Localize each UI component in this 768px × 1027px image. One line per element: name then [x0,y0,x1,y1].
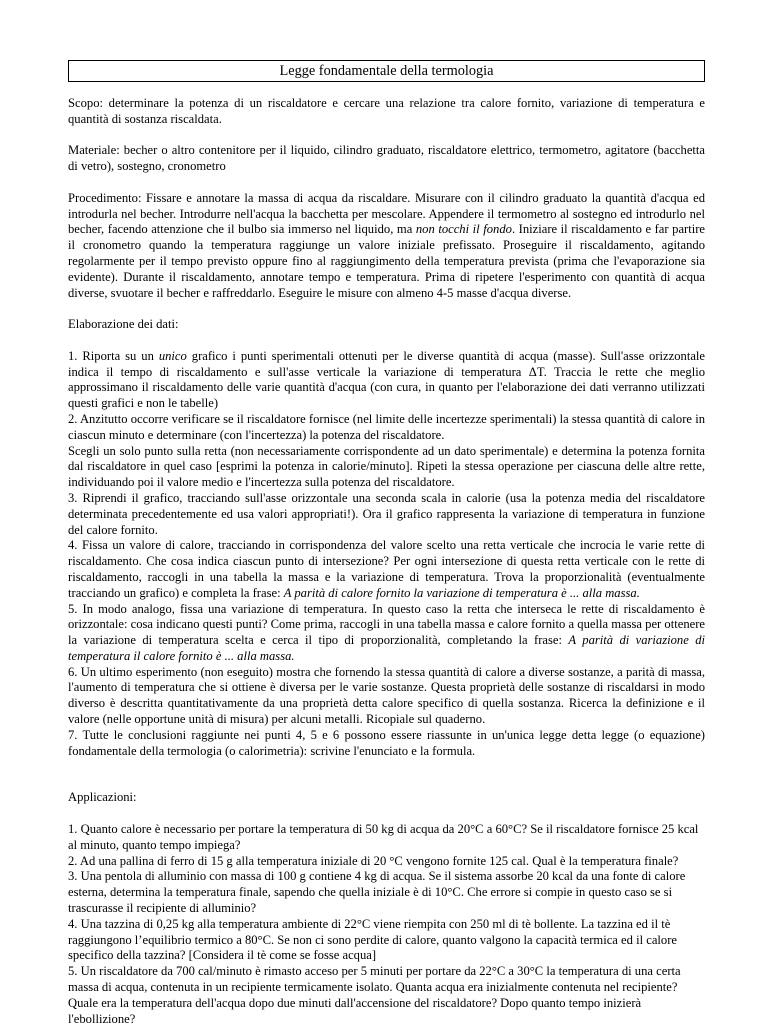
elaborazione-item-1 [68,349,705,412]
procedimento-italic: non tocchi il fondo [415,222,512,237]
elaborazione-item-4 [68,538,705,601]
elaborazione-heading: Elaborazione dei dati: [68,317,179,332]
elaborazione-item-2b: Scegli un solo punto sulla retta (non necessariamente corrispondente ad un dato sperimentale) e determina la potenza fornita dal riscaldatore in quel caso [esprimi la potenza in calorie/minuto]. Ripeti la stessa operazione per ciascuna delle altre rette, individuando poi il valore medio e l'incertezza sulla potenza del riscaldatore. [68,443,705,490]
elaborazione-item-3: 3. Riprendi il grafico, tracciando sull'asse orizzontale una seconda scala in calorie (usa la potenza media del riscaldatore determinata precedentemente ed usa valori appropriati!). Ora il grafico rappresenta la variazione di temperatura in funzione del calore fornito. [68,490,705,537]
applicazioni-item-4: 4. Una tazzina di 0,25 kg alla temperatura ambiente di 22°C viene riempita con 250 ml di tè bollente. La tazzina ed il tè raggiungono l’equilibrio termico a 80°C. Se non ci sono perdite di calore, quanto valgono la capacità termica ed il calore specifico della tazzina? [Considera il tè come se fosse acqua] [68,916,677,963]
procedimento-text-b: . Iniziare il riscaldamento e far partire il cronometro quando la temperatura raggiunge un valore iniziale prefissato. Proseguire il riscaldamento, agitando regolarmente per il tempo previsto oppure fino al raggiungimento della temperatura prevista (prima che l'evaporazione sia evidente). Durante il riscaldamento, annotare tempo e temperatura. Prima di ripetere l'esperimento con quantità di acqua diverse, svuotare il becher e raffreddarlo. Eseguire le misure con almeno 4-5 masse d'acqua diverse. [68,222,706,300]
document-page [68,0,705,1027]
applicazioni-item-3: 3. Una pentola di alluminio con massa di 100 g contiene 4 kg di acqua. Se il sistema assorbe 20 kcal da una fonte di calore esterna, determina la temperatura finale, sapendo che quella iniziale è di 10°C. Che errore si compie in questo caso se si trascurasse il recipiente di alluminio? [68,869,686,916]
applicazioni-heading: Applicazioni: [68,790,137,805]
elaborazione-item-2: 2. Anzitutto occorre verificare se il riscaldatore fornisce (nel limite delle incertezze sperimentali) la stessa quantità di calore in ciascun minuto e determinare (con l'incertezza) la potenza del riscaldatore. [68,411,705,442]
item-1-italic: unico [158,348,187,363]
item-1-text-a: 1. Riporta su un [68,348,159,363]
document-title: Legge fondamentale della termologia [68,60,705,82]
scopo-paragraph: Scopo: determinare la potenza di un riscaldatore e cercare una relazione tra calore fornito, variazione di temperatura e quantità di sostanza riscaldata. [68,96,705,126]
item-5-italic: A parità di variazione di temperatura il calore fornito è ... alla massa. [68,633,706,663]
elaborazione-item-5 [68,602,705,665]
procedimento-text-a: Procedimento: Fissare e annotare la massa di acqua da riscaldare. Misurare con il cilindro graduato la quantità d'acqua ed introdurla nel becher. Introdurre nell'acqua la bacchetta per mescolare. Appendere il termometro al sostegno ed introdurlo nel becher, facendo attenzione che il bulbo sia immerso nel liquido, ma [68,190,705,237]
item-5-text: 5. In modo analogo, fissa una variazione di temperatura. In questo caso la retta che interseca le rette di riscaldamento è orizzontale: cosa indicano questi punti? Come prima, raccogli in una tabella massa e calore fornito a quella massa per ottenere la variazione di temperatura scelta e cerca il tipo di proporzionalità, completando la frase: [68,601,705,648]
item-1-text-b: grafico i punti sperimentali ottenuti per le diverse quantità di acqua (masse). Sull'asse orizzontale indica il tempo di riscaldamento e sull'asse verticale la variazione di temperatura ΔT. Traccia le rette che meglio approssimano il riscaldamento delle varie quantità d'acqua (con cura, in quanto per l'elaborazione dei dati verranno utilizzati questi grafici e non le tabelle) [68,348,705,411]
applicazioni-item-1: 1. Quanto calore è necessario per portare la temperatura di 50 kg di acqua da 20°C a 60°C? Se il riscaldatore fornisce 25 kcal al minuto, quanto tempo impiega? [68,822,699,852]
elaborazione-item-7: 7. Tutte le conclusioni raggiunte nei punti 4, 5 e 6 possono essere riassunte in un'unica legge detta legge (o equazione) fondamentale della termologia (o calorimetria): scrivine l'enunciato e la formula. [68,727,705,758]
item-4-italic: A parità di calore fornito la variazione di temperatura è ... alla massa. [283,585,640,600]
applicazioni-item-5: 5. Un riscaldatore da 700 cal/minuto è rimasto acceso per 5 minuti per portare da 22°C a 30°C la temperatura di una certa massa di acqua, contenuta in un recipiente termicamente isolato. Quanta acqua era inizialmente contenuta nel recipiente? Quale era la temperatura dell'acqua dopo due minuti dall'accensione del riscaldatore? Dopo quanto tempo inizierà l'ebollizione? [68,964,681,1026]
item-4-text: 4. Fissa un valore di calore, tracciando in corrispondenza del valore scelto una retta verticale che incrocia le varie rette di riscaldamento. Che cosa indica ciascun punto di intersezione? Per ogni intersezione di questa retta verticale con le rette di riscaldamento, raccogli in una tabella la massa e la variazione di temperatura. Trova la proporzionalità (eventualmente tracciando un grafico) e completa la frase: [68,538,705,600]
elaborazione-item-6: 6. Un ultimo esperimento (non eseguito) mostra che fornendo la stessa quantità di calore a diverse sostanze, a parità di massa, l'aumento di temperatura che si ottiene è diversa per le varie sostanze. Questa proprietà delle sostanze di riscaldarsi in modo diverso è descritta quantitativamente da una proprietà detta calore specifico di quella sostanza. Ricerca la definizione e il valore (nelle opportune unità di misura) per alcuni metalli. Ricopiale sul quaderno. [68,664,705,727]
materiale-paragraph: Materiale: becher o altro contenitore per il liquido, cilindro graduato, riscaldatore elettrico, termometro, agitatore (bacchetta di vetro), sostegno, cronometro [68,143,705,174]
procedimento-paragraph [68,191,705,302]
applicazioni-item-2: 2. Ad una pallina di ferro di 15 g alla temperatura iniziale di 20 °C vengono fornite 125 cal. Qual è la temperatura finale? [68,853,679,868]
